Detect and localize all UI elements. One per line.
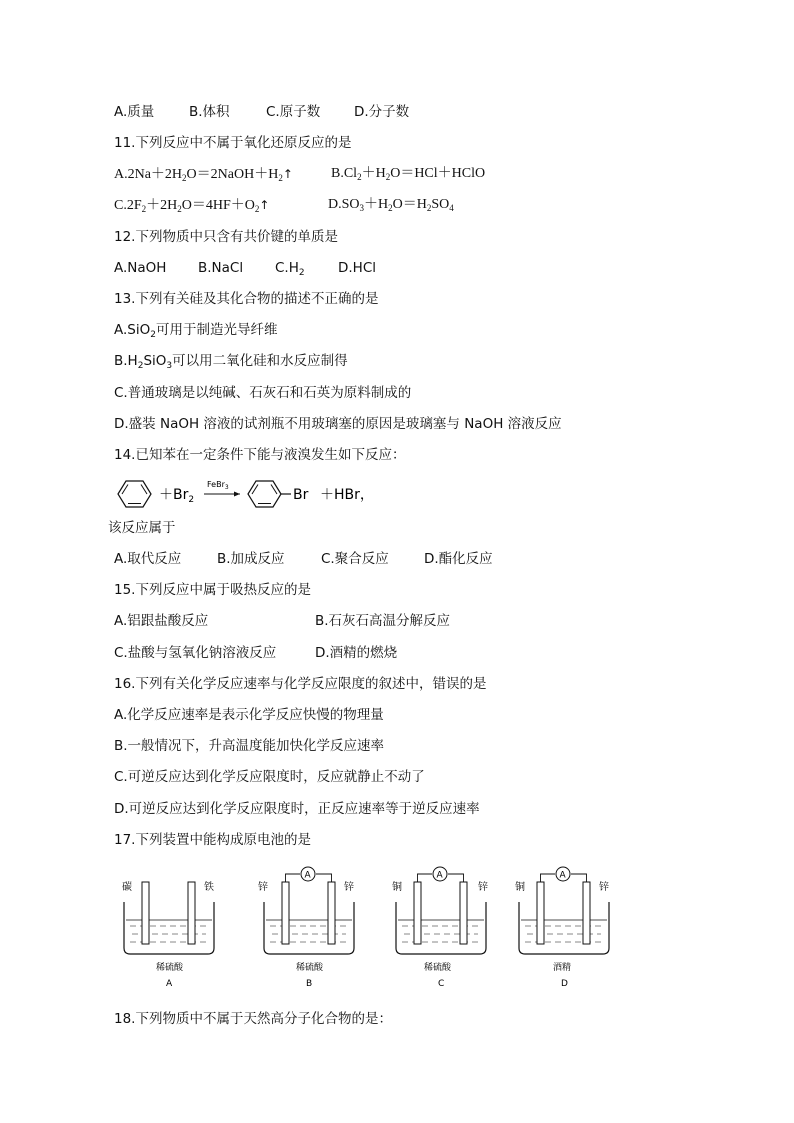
electrode-left-label: 铜 xyxy=(515,882,525,893)
q16-stem: 16.下列有关化学反应速率与化学反应限度的叙述中，错误的是 xyxy=(114,676,487,692)
apparatus-d xyxy=(515,867,609,989)
plus-hbr: ＋HBr， xyxy=(320,487,374,503)
q16-option-c: C.可逆反应达到化学反应限度时，反应就静止不动了 xyxy=(114,769,425,785)
q18-stem: 18.下列物质中不属于天然高分子化合物的是： xyxy=(114,1011,392,1027)
ammeter-label: A xyxy=(304,870,311,881)
solution-label: 稀硫酸 xyxy=(296,963,324,973)
q14-option-a: A.取代反应 xyxy=(114,551,182,567)
q10-option-b: B.体积 xyxy=(189,104,230,120)
q15-option-a: A.铝跟盐酸反应 xyxy=(114,613,209,629)
electrode-right-label: 锌 xyxy=(599,882,609,893)
electrode-right-label: 铁 xyxy=(204,882,214,893)
apparatus-letter: B xyxy=(306,979,313,989)
q11-option-d: $D.SO_3+H_2O=H_2SO_4$ xyxy=(328,197,454,213)
q12-option-a: A.NaOH xyxy=(114,260,167,276)
apparatus-letter: A xyxy=(166,979,173,989)
electrode-right-label: 锌 xyxy=(344,882,354,893)
q16-option-b: B.一般情况下，升高温度能加快化学反应速率 xyxy=(114,738,385,754)
q14-option-c: C.聚合反应 xyxy=(321,551,389,567)
apparatus-a xyxy=(122,880,214,989)
q11-stem: 11.下列反应中不属于氧化还原反应的是 xyxy=(114,135,352,151)
q14-option-d: D.酯化反应 xyxy=(424,551,493,567)
q17-apparatus-figure xyxy=(118,862,618,992)
catalyst-label: FeBr$_3$ xyxy=(207,480,229,491)
ammeter-label: A xyxy=(436,870,443,881)
q15-option-d: D.酒精的燃烧 xyxy=(315,645,398,661)
solution-label: 稀硫酸 xyxy=(156,963,184,973)
q13-option-d: D.盛装 NaOH 溶液的试剂瓶不用玻璃塞的原因是玻璃塞与 NaOH 溶液反应 xyxy=(114,416,562,432)
q11-option-b: $B.Cl_2+H_2O=HCl+HClO$ xyxy=(331,166,486,182)
q12-option-b: B.NaCl xyxy=(198,260,244,276)
plus-br2: $+Br_2$ xyxy=(159,487,195,505)
q12-option-d: D.HCl xyxy=(338,260,377,276)
q15-option-b: B.石灰石高温分解反应 xyxy=(315,613,451,629)
product-br: Br xyxy=(293,487,309,503)
q13-option-c: C.普通玻璃是以纯碱、石灰石和石英为原料制成的 xyxy=(114,385,412,401)
q10-option-c: C.原子数 xyxy=(266,104,321,120)
apparatus-letter: C xyxy=(438,979,445,989)
solution-label: 稀硫酸 xyxy=(424,963,452,973)
ammeter-label: A xyxy=(559,870,566,881)
electrode-left-label: 铜 xyxy=(392,882,402,893)
q16-option-a: A.化学反应速率是表示化学反应快慢的物理量 xyxy=(114,707,384,723)
q14-question: 该反应属于 xyxy=(108,520,176,536)
q16-option-d: D.可逆反应达到化学反应限度时，正反应速率等于逆反应速率 xyxy=(114,801,480,817)
electrode-left-label: 锌 xyxy=(258,882,268,893)
electrode-right-label: 锌 xyxy=(478,882,488,893)
q13-option-a: A.SiO$_2$可用于制造光导纤维 xyxy=(114,322,278,340)
q15-stem: 15.下列反应中属于吸热反应的是 xyxy=(114,582,311,598)
apparatus-c xyxy=(392,867,488,989)
electrode-left-label: 碳 xyxy=(122,882,132,893)
q11-option-a: $A.2Na+2H_2O=2NaOH+H_2↑$ xyxy=(114,167,293,183)
q13-option-b: $B.H_2SiO_3$可以用二氧化硅和水反应制得 xyxy=(114,353,348,371)
q17-stem: 17.下列装置中能构成原电池的是 xyxy=(114,832,311,848)
q10-option-d: D.分子数 xyxy=(354,104,410,120)
benzene-ring-icon xyxy=(118,481,151,507)
apparatus-letter: D xyxy=(561,979,568,989)
q14-stem: 14.已知苯在一定条件下能与液溴发生如下反应： xyxy=(114,447,406,463)
q12-stem: 12.下列物质中只含有共价键的单质是 xyxy=(114,229,338,245)
q14-reaction-equation xyxy=(108,475,408,513)
solution-label: 酒精 xyxy=(553,963,572,973)
apparatus-b xyxy=(258,867,354,989)
q13-stem: 13.下列有关硅及其化合物的描述不正确的是 xyxy=(114,291,379,307)
arrow-head-icon xyxy=(234,492,240,497)
q12-option-c: $C.H_2$ xyxy=(275,260,305,278)
q10-option-a: A.质量 xyxy=(114,104,155,120)
q11-option-c: $C.2F_2+2H_2O=4HF+O_2↑$ xyxy=(114,198,270,214)
bromobenzene-ring-icon xyxy=(248,481,291,507)
q14-option-b: B.加成反应 xyxy=(217,551,285,567)
q15-option-c: C.盐酸与氢氧化钠溶液反应 xyxy=(114,645,277,661)
